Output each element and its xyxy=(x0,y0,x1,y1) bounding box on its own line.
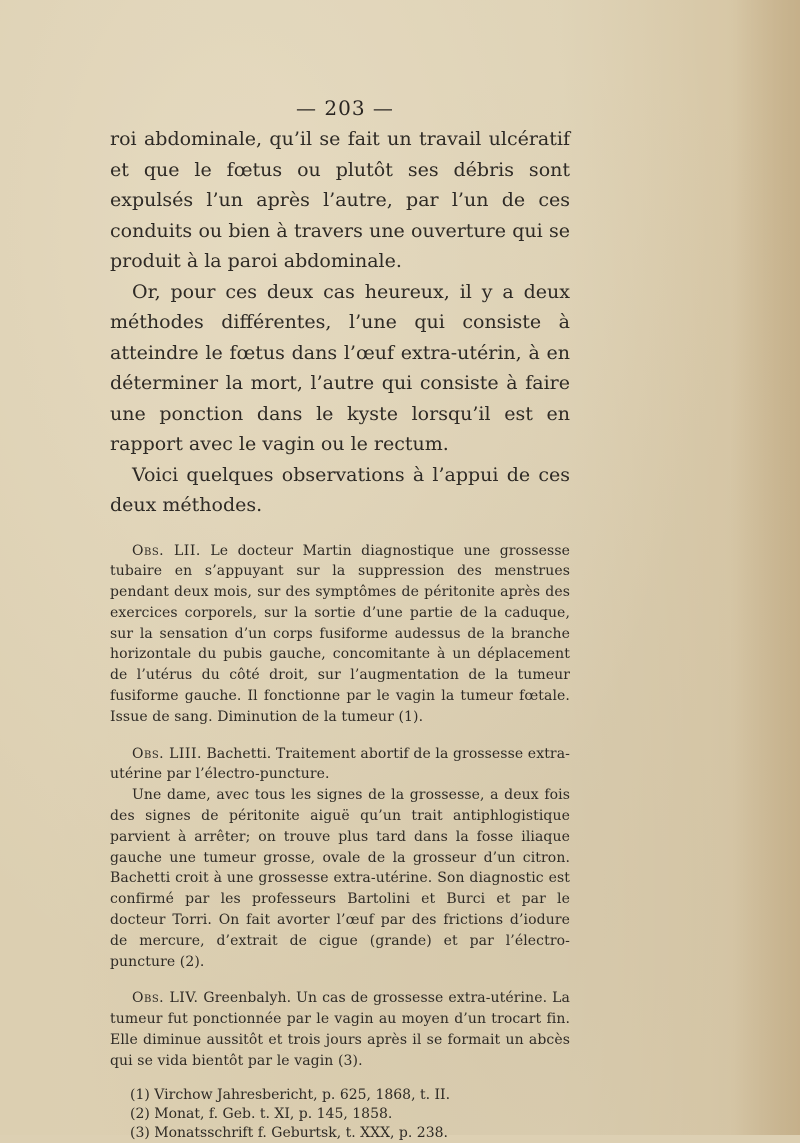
footnote: (3) Monatsschrift f. Geburtsk, t. XXX, p. 238. xyxy=(130,1124,448,1141)
observation-text: Greenbalyh. Un cas de grossesse extra-utérine. La tumeur fut ponctionnée par le vagin au moyen d’un trocart fin. Elle diminue aussitôt et trois jours après il se formait un abcès qui se vida bientôt par le vagin (3). xyxy=(110,990,570,1069)
footnote: (2) Monat, f. Geb. t. XI, p. 145, 1858. xyxy=(130,1105,393,1122)
observation-liii xyxy=(110,744,570,786)
observation-label: Obs. LIII. xyxy=(132,745,202,762)
page-body xyxy=(110,124,570,1143)
observation-text: Le docteur Martin diagnostique une grossesse tubaire en s’appuyant sur la suppression des menstrues pendant deux mois, sur des symptômes de péritonite après des exercices corporels, sur la sortie d’une partie de la caduque, sur la sensation d’un corps fusiforme audessus de la branche horizontale du pubis gauche, concomitante à un déplacement de l’utérus du côté droit, sur l’augmentation de la tumeur fusiforme gauche. Il fonctionne par le vagin la tumeur fœtale. Issue de sang. Diminution de la tumeur (1). xyxy=(110,542,570,725)
observation-label: Obs. LIV. xyxy=(132,990,199,1007)
footnotes xyxy=(110,1086,570,1143)
observation-lii xyxy=(110,541,570,728)
observation-text: Bachetti. Traitement abortif de la grossesse extra-utérine par l’électro-puncture. xyxy=(110,745,570,783)
body-paragraph: Or, pour ces deux cas heureux, il y a deux méthodes différentes, l’une qui consiste à atteindre le fœtus dans l’œuf extra-utérin, à en déterminer la mort, l’autre qui consiste à faire une ponction dans le kyste lorsqu’il est en rapport avec le vagin ou le rectum. xyxy=(110,280,570,455)
footnote: (1) Virchow Jahresbericht, p. 625, 1868, t. II. xyxy=(130,1086,451,1103)
observation-label: Obs. LII. xyxy=(132,542,201,559)
observation-liii-text: Une dame, avec tous les signes de la grossesse, a deux fois des signes de péritonite aiguë qu’un trait antiphlogistique parvient à arrêter; on trouve plus tard dans la fosse iliaque gauche une tumeur grosse, ovale de la grosseur d’un citron. Bachetti croit à une grossesse extra-utérine. Son diagnostic est confirmé par les professeurs Bartolini et Burci et par le docteur Torri. On fait avorter l’œuf par des frictions d’iodure de mercure, d’extrait de cigue (grande) et par l’électro-puncture (2). xyxy=(110,787,570,970)
observation-liv xyxy=(110,988,570,1071)
body-paragraph: Voici quelques observations à l’appui de ces deux méthodes. xyxy=(110,463,570,516)
page-number-header: — 203 — xyxy=(296,96,394,120)
body-paragraph: roi abdominale, qu’il se fait un travail ulcératif et que le fœtus ou plutôt ses débris sont expulsés l’un après l’autre, par l’un de ces conduits ou bien à travers une ouverture qui se produit à la paroi abdominale. xyxy=(110,128,570,272)
page-edge-shadow xyxy=(730,0,800,1135)
